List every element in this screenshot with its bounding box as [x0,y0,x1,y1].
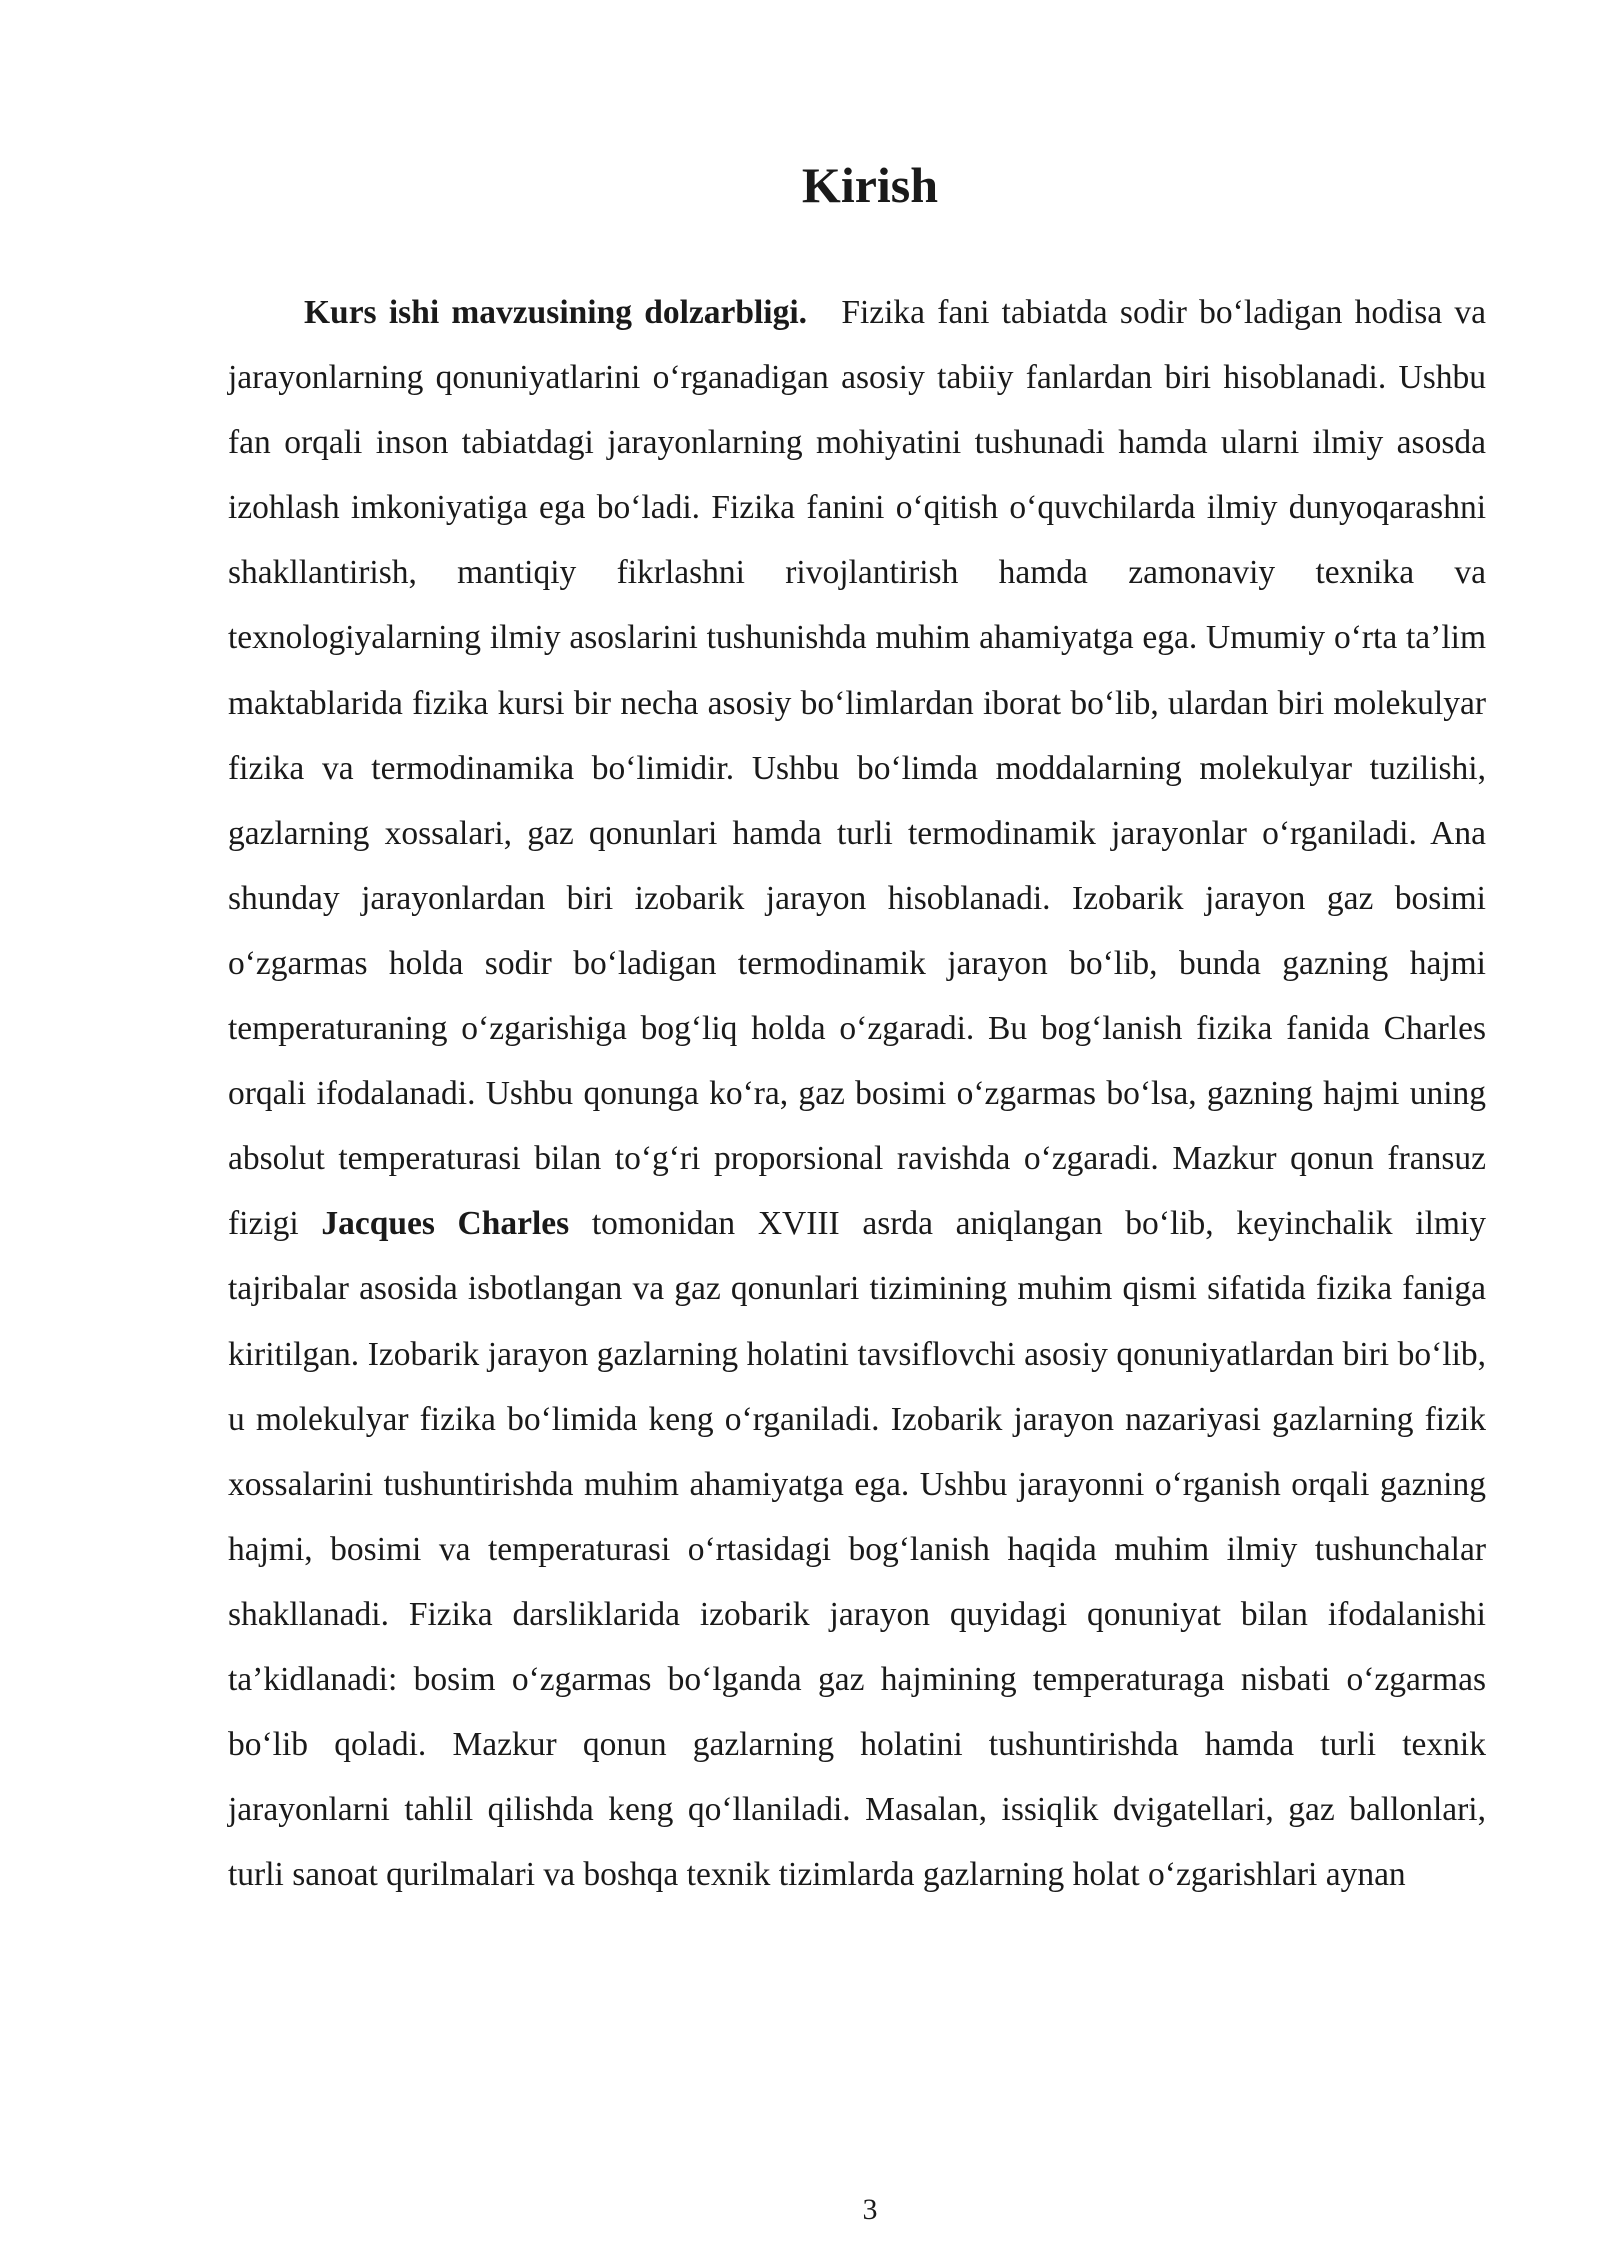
section-heading: Kurs ishi mavzusining dolzarbligi. [304,294,808,331]
body-paragraph [228,280,1486,1907]
paragraph-text-part1: Fizika fani tabiatda sodir bo‘ladigan hodisa va jarayonlarning qonuniyatlarini o‘rganadigan asosiy tabiiy fanlardan biri hisoblanadi. Ushbu fan orqali inson tabiatdagi jarayonlarning mohiyatini tushunadi hamda ularni ilmiy asosda izohlash imkoniyatiga ega bo‘ladi. Fizika fanini o‘qitish o‘quvchilarda ilmiy dunyoqarashni shakllantirish, mantiqiy fikrlashni rivojlantirish hamda zamonaviy texnika va texnologiyalarning ilmiy asoslarini tushunishda muhim ahamiyatga ega. Umumiy o‘rta ta’lim maktablarida fizika kursi bir necha asosiy bo‘limlardan iborat bo‘lib, ulardan biri molekulyar fizika va termodinamika bo‘limidir. Ushbu bo‘limda moddalarning molekulyar tuzilishi, gazlarning xossalari, gaz qonunlari hamda turli termodinamik jarayonlar o‘rganiladi. Ana shunday jarayonlardan biri izobarik jarayon hisoblanadi. Izobarik jarayon gaz bosimi o‘zgarmas holda sodir bo‘ladigan termodinamik jarayon bo‘lib, bunda gazning hajmi temperaturaning o‘zgarishiga bog‘liq holda o‘zgaradi. Bu bog‘lanish fizika fanida Charles orqali ifodalanadi. Ushbu qonunga ko‘ra, gaz bosimi o‘zgarmas bo‘lsa, gazning hajmi uning absolut temperaturasi bilan to‘g‘ri proporsional ravishda o‘zgaradi. Mazkur qonun fransuz fizigi [228,294,1486,1243]
scientist-name: Jacques Charles [321,1205,570,1243]
page-number: 3 [862,2193,878,2226]
paragraph-text-part2: tomonidan XVIII asrda aniqlangan bo‘lib, keyinchalik ilmiy tajribalar asosida isbotlangan va gaz qonunlari tizimining muhim qismi sifatida fizika faniga kiritilgan. Izobarik jarayon gazlarning holatini tavsiflovchi asosiy qonuniyatlardan biri bo‘lib, u molekulyar fizika bo‘limida keng o‘rganiladi. Izobarik jarayon nazariyasi gazlarning fizik xossalarini tushuntirishda muhim ahamiyatga ega. Ushbu jarayonni o‘rganish orqali gazning hajmi, bosimi va temperaturasi o‘rtasidagi bog‘lanish haqida muhim ilmiy tushunchalar shakllanadi. Fizika darsliklarida izobarik jarayon quyidagi qonuniyat bilan ifodalanishi ta’kidlanadi: bosim o‘zgarmas bo‘lganda gaz hajmining temperaturaga nisbati o‘zgarmas bo‘lib qoladi. Mazkur qonun gazlarning holatini tushuntirishda hamda turli texnik jarayonlarni tahlil qilishda keng qo‘llaniladi. Masalan, issiqlik dvigatellari, gaz ballonlari, turli sanoat qurilmalari va boshqa texnik tizimlarda gazlarning holat o‘zgarishlari aynan [228,1205,1487,1894]
page-title: Kirish [801,157,939,213]
